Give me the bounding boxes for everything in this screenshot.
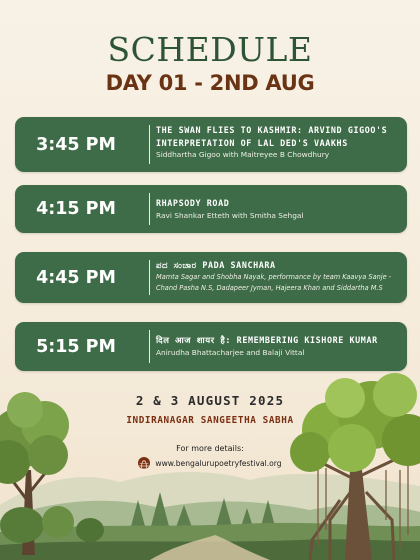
session-card bbox=[15, 185, 407, 233]
session-card bbox=[15, 322, 407, 371]
divider bbox=[149, 193, 150, 225]
session-time: 3:45 PM bbox=[36, 134, 116, 155]
session-title: ಪದ ಸಂಚಾರ PADA SANCHARA bbox=[156, 260, 276, 270]
festival-dates: 2 & 3 AUGUST 2025 bbox=[135, 393, 285, 408]
session-info bbox=[156, 259, 401, 294]
session-title: RHAPSODY ROAD bbox=[156, 198, 230, 208]
session-time: 4:15 PM bbox=[36, 199, 116, 219]
divider bbox=[149, 260, 150, 295]
page-subtitle: DAY 01 - 2ND AUG bbox=[105, 71, 315, 95]
session-time: 5:15 PM bbox=[36, 336, 116, 357]
session-time: 4:45 PM bbox=[36, 267, 116, 288]
session-speakers: Ravi Shankar Etteth with Smitha Sehgal bbox=[156, 210, 304, 220]
session-card bbox=[15, 117, 407, 172]
session-info bbox=[156, 124, 401, 160]
session-speakers: Siddhartha Gigoo with Maitreyee B Chowdhury bbox=[156, 150, 330, 159]
session-info bbox=[156, 197, 401, 221]
venue-name: INDIRANAGAR SANGEETHA SABHA bbox=[126, 415, 294, 426]
session-title: दिल आज शायर है: REMEMBERING KISHORE KUMAR bbox=[156, 335, 378, 345]
details-label: For more details: bbox=[176, 444, 244, 453]
website-link[interactable]: www.bengalurupoetryfestival.org bbox=[155, 458, 282, 468]
page-title: SCHEDULE bbox=[107, 30, 313, 69]
session-info bbox=[156, 334, 401, 358]
session-card bbox=[15, 252, 407, 303]
website-row bbox=[0, 457, 420, 469]
session-speakers: Mamta Sagar and Shobha Nayak, performance by team Kaavya Sanje - Chand Pasha N.S, Dadapeer Jyman, Hajeera Khan and Siddartha M.S bbox=[156, 272, 392, 292]
divider bbox=[149, 125, 150, 164]
globe-icon bbox=[138, 457, 150, 469]
divider bbox=[149, 330, 150, 363]
session-speakers: Anirudha Bhattacharjee and Balaji Vittal bbox=[156, 347, 305, 357]
session-title: THE SWAN FLIES TO KASHMIR: ARVIND GIGOO'S INTERPRETATION OF LAL DED'S VAAKHS bbox=[156, 125, 388, 148]
